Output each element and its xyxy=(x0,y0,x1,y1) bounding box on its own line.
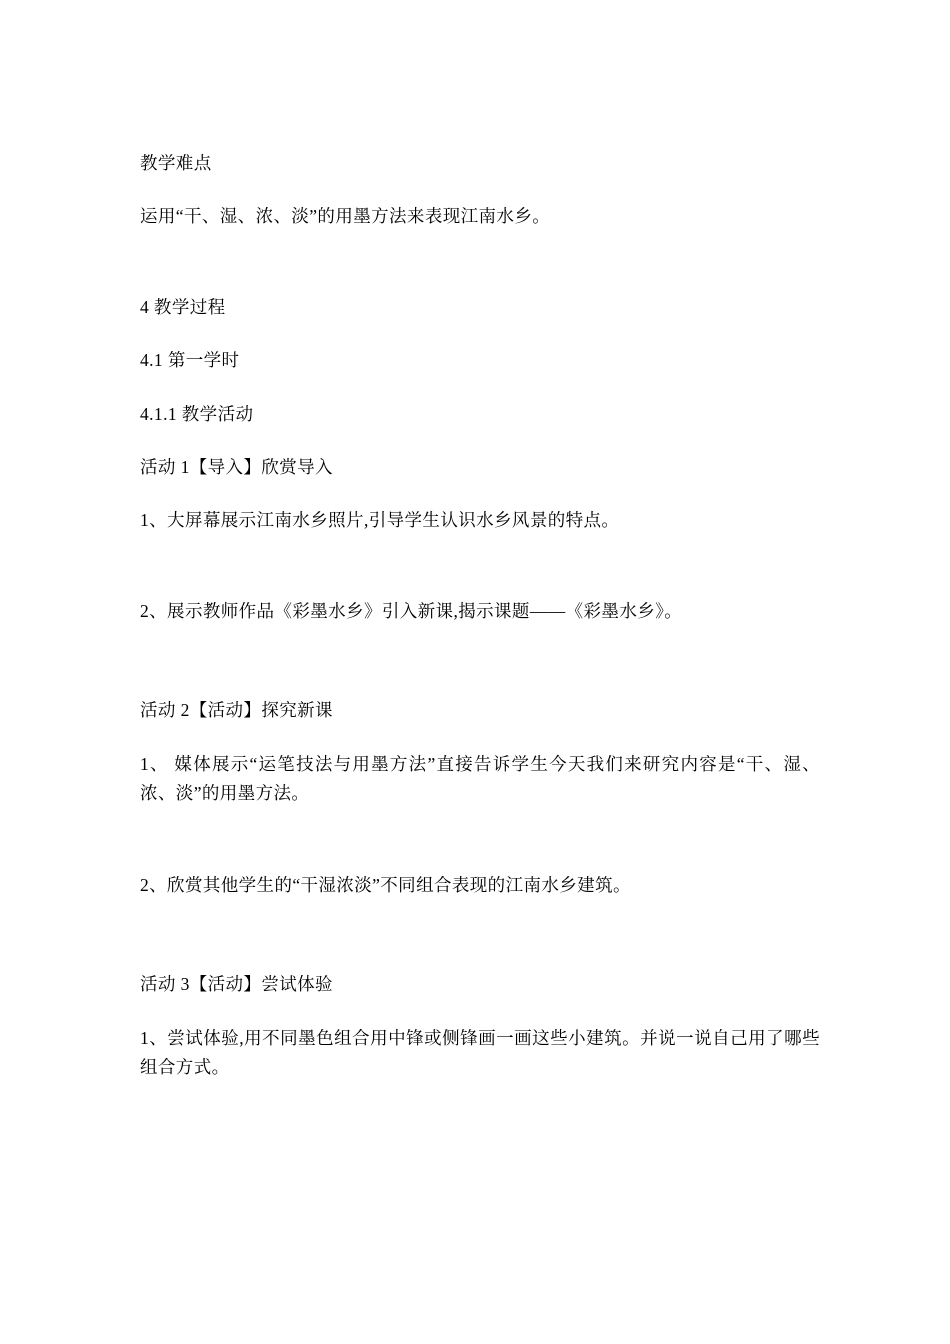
document-body xyxy=(140,150,820,1082)
paragraph-section-4-heading: 4 教学过程 xyxy=(140,297,226,318)
paragraph-teaching-difficulty-text: 运用“干、湿、浓、淡”的用墨方法来表现江南水乡。 xyxy=(140,206,551,227)
paragraph-activity-2-heading: 活动 2【活动】探究新课 xyxy=(140,700,333,720)
paragraph-activity-1-item-1: 1、大屏幕展示江南水乡照片,引导学生认识水乡风景的特点。 xyxy=(140,509,620,530)
paragraph-activity-2-item-2: 2、欣赏其他学生的“干湿浓淡”不同组合表现的江南水乡建筑。 xyxy=(140,874,631,895)
paragraph-activity-1-item-2: 2、展示教师作品《彩墨水乡》引入新课,揭示课题——《彩墨水乡》。 xyxy=(140,600,683,621)
paragraph-activity-2-item-1: 1、 媒体展示“运笔技法与用墨方法”直接告诉学生今天我们来研究内容是“干、湿、浓、淡”的用墨方法。 xyxy=(140,754,820,803)
paragraph-section-4-1-heading: 4.1 第一学时 xyxy=(140,350,240,371)
paragraph-section-4-1-1-heading: 4.1.1 教学活动 xyxy=(140,403,254,424)
paragraph-teaching-difficulty-heading: 教学难点 xyxy=(140,153,212,173)
paragraph-activity-3-item-1: 1、尝试体验,用不同墨色组合用中锋或侧锋画一画这些小建筑。并说一说自己用了哪些组合方式。 xyxy=(140,1028,820,1077)
paragraph-activity-1-heading: 活动 1【导入】欣赏导入 xyxy=(140,456,333,477)
paragraph-activity-3-heading: 活动 3【活动】尝试体验 xyxy=(140,974,333,994)
